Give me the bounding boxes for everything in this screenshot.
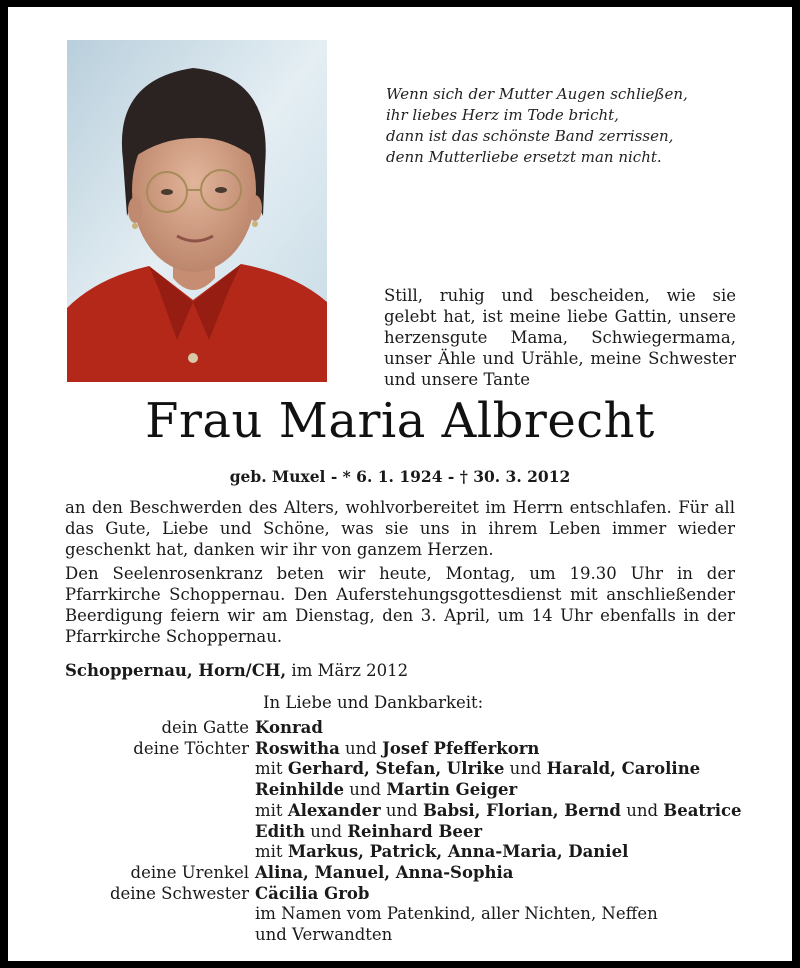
- place-date-line: [65, 660, 408, 681]
- portrait-illustration: [67, 40, 327, 382]
- poem-line: Wenn sich der Mutter Augen schließen,: [386, 85, 688, 103]
- portrait-photo: [67, 40, 327, 382]
- family-member-name: Harald, Caroline: [546, 759, 701, 779]
- family-relation: deine Töchter: [133, 738, 249, 758]
- family-names: [255, 884, 765, 905]
- family-names: [255, 739, 765, 760]
- family-relation: dein Gatte: [161, 718, 249, 737]
- deceased-name: Frau Maria Albrecht: [145, 393, 655, 449]
- family-names: [255, 925, 765, 946]
- family-relation: [65, 842, 255, 863]
- family-relation: [65, 759, 255, 780]
- family-names: [255, 780, 765, 801]
- family-row: [65, 884, 765, 905]
- family-relation: [65, 780, 255, 801]
- family-names: [255, 759, 765, 780]
- family-member-name: Reinhilde: [255, 780, 345, 800]
- family-names: [255, 842, 765, 863]
- family-member-name: Martin Geiger: [386, 780, 518, 800]
- family-row: [65, 822, 765, 843]
- family-member-name: Roswitha: [255, 738, 340, 758]
- family-connector: und: [380, 800, 423, 820]
- family-row: [65, 863, 765, 884]
- family-names: [255, 863, 765, 884]
- family-member-name: Gerhard, Stefan, Ulrike: [287, 759, 505, 779]
- family-list: [65, 718, 765, 946]
- family-names: [255, 801, 765, 822]
- family-member-name: Babsi, Florian, Bernd: [422, 800, 621, 820]
- intro-text: Still, ruhig und bescheiden, wie sie gelebt hat, ist meine liebe Gattin, unsere herzensgute Mama, Schwiegermama, unser Ähle und Urähle, meine Schwester und unsere Tante: [384, 286, 736, 389]
- family-member-name: Edith: [255, 821, 305, 841]
- family-connector: und: [504, 759, 547, 779]
- family-names: [255, 904, 765, 925]
- family-relation: [65, 904, 255, 925]
- place-location: Schoppernau, Horn/CH,: [65, 661, 287, 680]
- family-row: [65, 801, 765, 822]
- family-row: [65, 904, 765, 925]
- family-relation: [65, 822, 255, 843]
- place-date: im März 2012: [286, 661, 409, 680]
- family-row: [65, 925, 765, 946]
- family-connector: mit: [255, 842, 288, 862]
- family-member-name: Alina, Manuel, Anna-Sophia: [255, 862, 514, 882]
- family-connector: im Namen vom Patenkind, aller Nichten, Neffen: [255, 904, 658, 924]
- family-member-name: Alexander: [287, 800, 381, 820]
- family-member-name: Markus, Patrick, Anna-Maria, Daniel: [287, 842, 629, 862]
- family-names: [255, 718, 765, 739]
- family-connector: und: [305, 821, 348, 841]
- family-row: [65, 739, 765, 760]
- paragraph-gratitude: an den Beschwerden des Alters, wohlvorbereitet im Herrn entschlafen. Für all das Gute, Liebe und Schöne, was sie uns in ihrem Leben immer wieder geschenkt hat, danken wir ihr von ganzem Herzen.: [65, 498, 735, 559]
- deceased-dates: geb. Muxel - * 6. 1. 1924 - † 30. 3. 2012: [229, 467, 571, 486]
- family-relation: deine Schwester: [109, 883, 249, 903]
- family-connector: und: [344, 780, 387, 800]
- family-row: [65, 718, 765, 739]
- family-member-name: Beatrice: [663, 800, 742, 820]
- family-member-name: Cäcilia Grob: [255, 883, 370, 903]
- family-member-name: Konrad: [255, 718, 323, 737]
- family-connector: und: [339, 738, 383, 758]
- family-connector: und Verwandten: [255, 925, 393, 945]
- thanks-line: In Liebe und Dankbarkeit:: [263, 693, 484, 712]
- family-connector: und: [620, 800, 664, 820]
- family-row: [65, 842, 765, 863]
- family-relation: [65, 925, 255, 946]
- family-names: [255, 822, 765, 843]
- family-member-name: Josef Pfefferkorn: [382, 738, 540, 758]
- family-connector: mit: [255, 800, 288, 820]
- family-relation: deine Urenkel: [130, 862, 249, 882]
- poem-line: ihr liebes Herz im Tode bricht,: [386, 106, 619, 124]
- family-relation: [65, 801, 255, 822]
- obituary-page: [8, 7, 792, 961]
- family-connector: mit: [255, 759, 288, 779]
- poem: [386, 84, 766, 168]
- poem-line: denn Mutterliebe ersetzt man nicht.: [386, 148, 662, 166]
- family-row: [65, 780, 765, 801]
- poem-line: dann ist das schönste Band zerrissen,: [386, 127, 674, 145]
- paragraph-funeral-details: Den Seelenrosenkranz beten wir heute, Montag, um 19.30 Uhr in der Pfarrkirche Schoppernau. Den Auferstehungsgottesdienst mit anschließender Beerdigung feiern wir am Dienstag, den 3. April, um 14 Uhr ebenfalls in der Pfarrkirche Schoppernau.: [65, 564, 735, 646]
- family-member-name: Reinhard Beer: [347, 821, 483, 841]
- family-row: [65, 759, 765, 780]
